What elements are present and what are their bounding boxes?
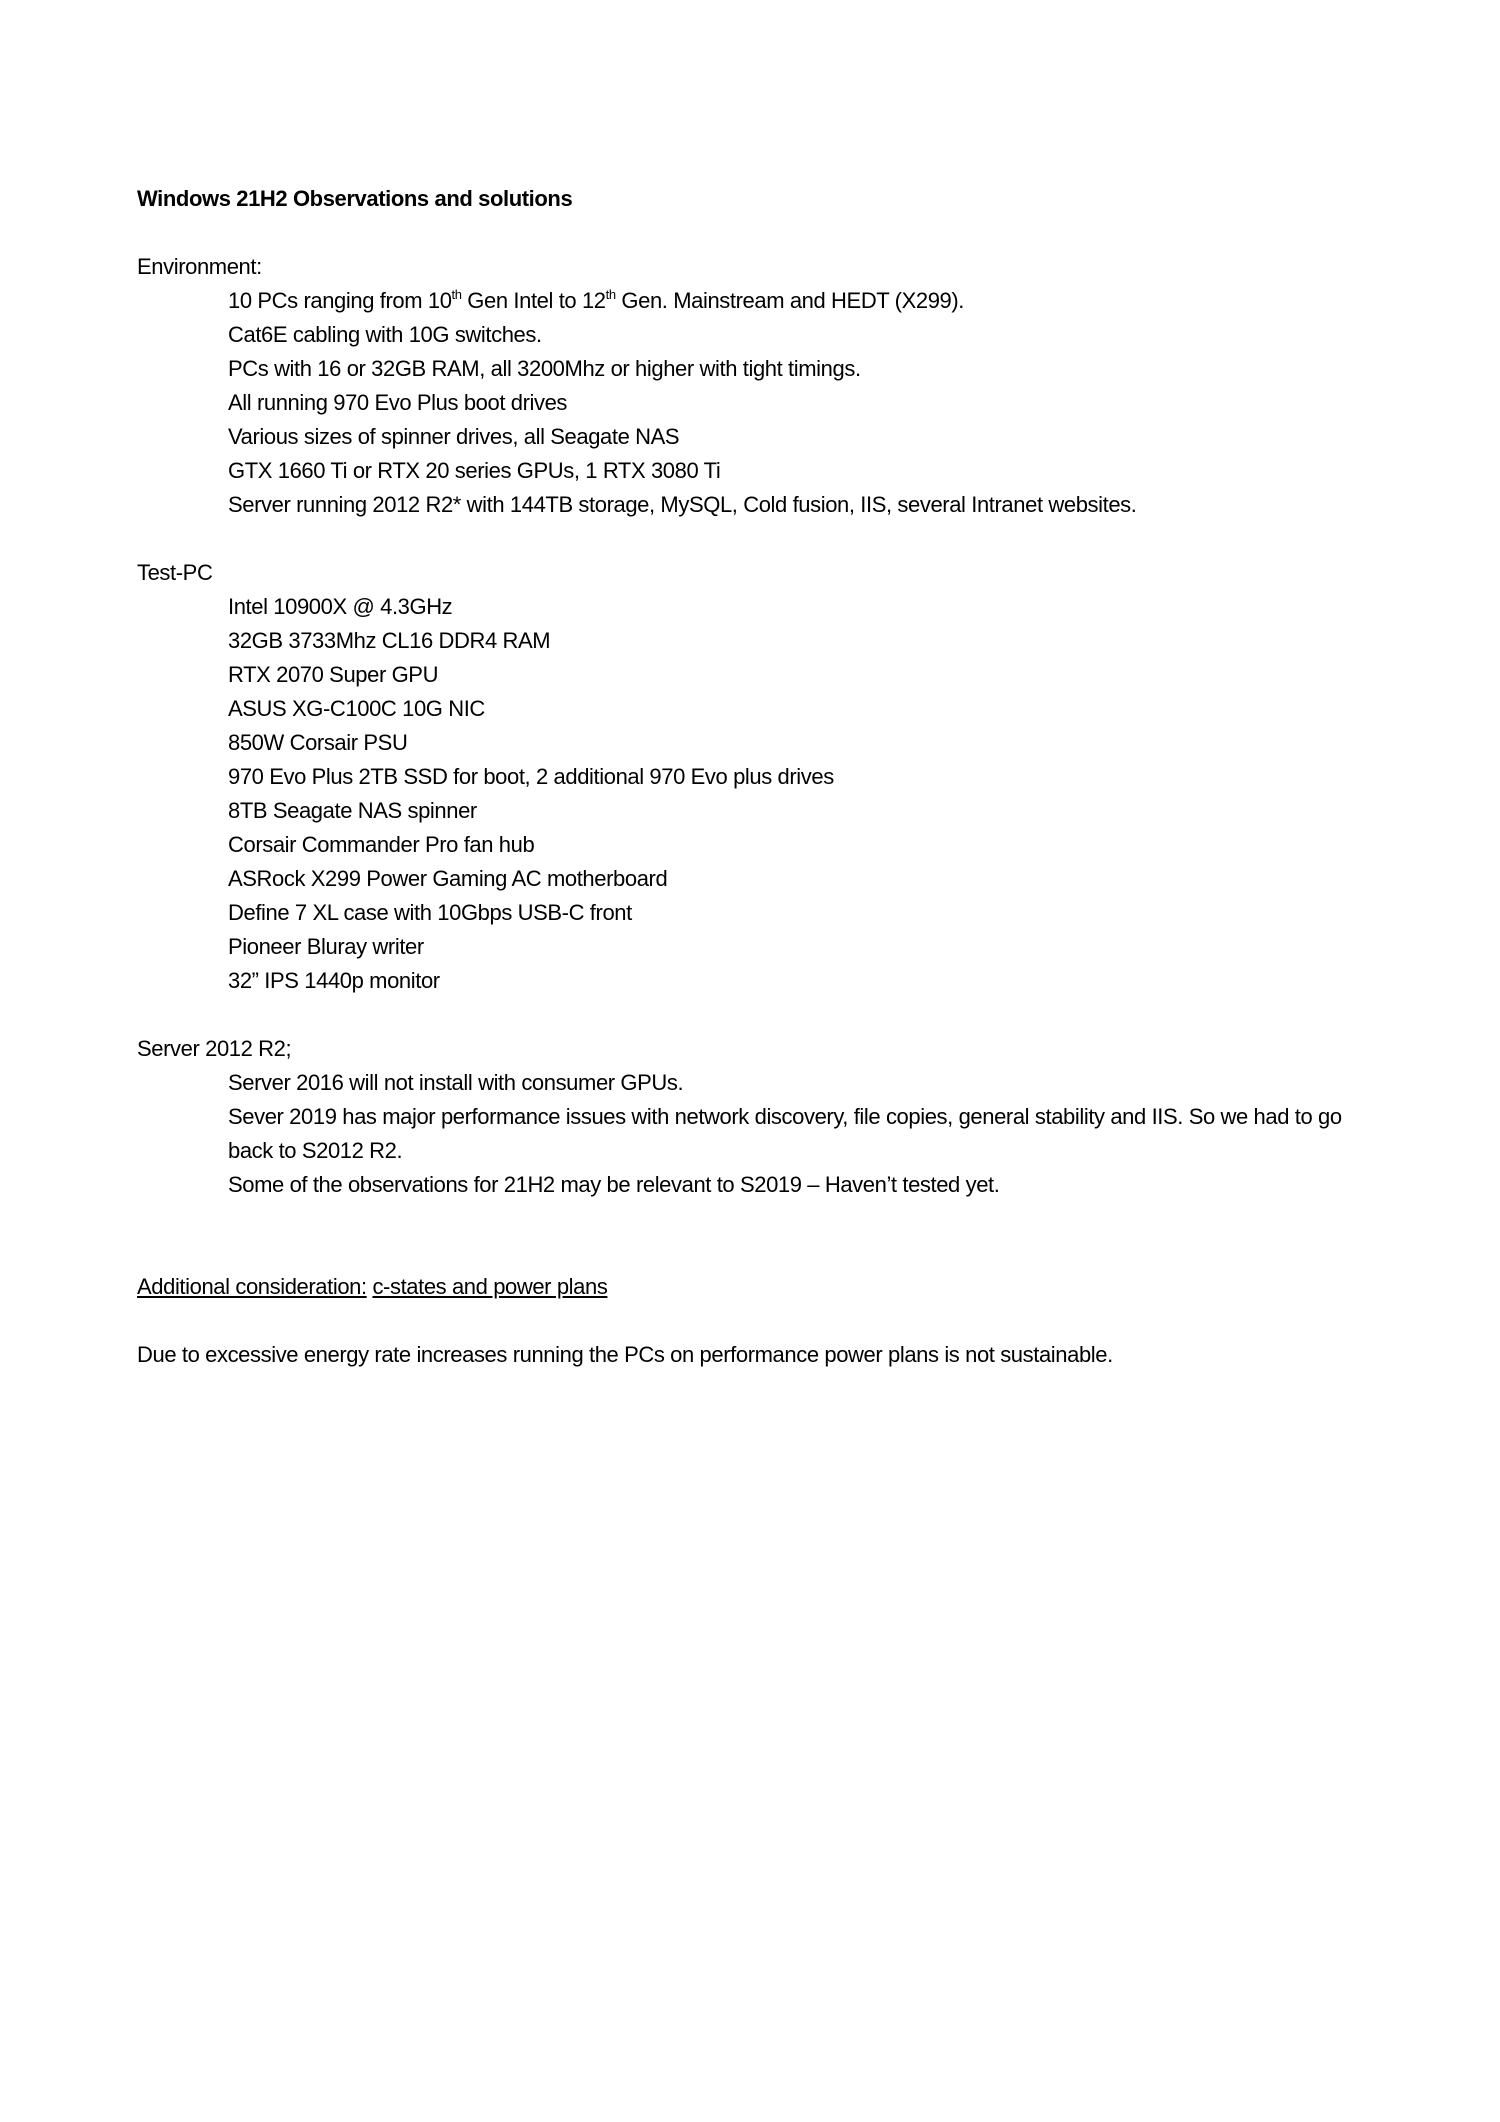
list-item (228, 284, 1358, 318)
list-item: 970 Evo Plus 2TB SSD for boot, 2 additional 970 Evo plus drives (228, 764, 834, 789)
list-item: 32” IPS 1440p monitor (228, 968, 440, 993)
list-item: GTX 1660 Ti or RTX 20 series GPUs, 1 RTX 3080 Ti (228, 458, 721, 483)
superscript: th (451, 287, 462, 302)
list-item: Cat6E cabling with 10G switches. (228, 322, 542, 347)
text: Gen Intel to 12 (461, 288, 606, 313)
list-item: Server running 2012 R2* with 144TB storage, MySQL, Cold fusion, IIS, several Intranet websites. (228, 492, 1137, 517)
list-item: Pioneer Bluray writer (228, 934, 424, 959)
environment-heading: Environment: (137, 254, 262, 279)
text: Gen. Mainstream and HEDT (X299). (615, 288, 965, 313)
text: 10 PCs ranging from 10 (228, 288, 452, 313)
list-item: Sever 2019 has major performance issues with network discovery, file copies, general stability and IIS. So we had to go back to S2012 R2. (228, 1104, 1342, 1163)
additional-topic: c-states and power plans (372, 1274, 608, 1299)
additional-label: Additional consideration: (137, 1274, 367, 1299)
list-item: Corsair Commander Pro fan hub (228, 832, 535, 857)
list-item: RTX 2070 Super GPU (228, 662, 439, 687)
test-pc-list (137, 590, 1358, 998)
document-title: Windows 21H2 Observations and solutions (137, 186, 573, 211)
list-item: 32GB 3733Mhz CL16 DDR4 RAM (228, 628, 551, 653)
additional-consideration-heading (137, 1270, 1367, 1304)
list-item: Various sizes of spinner drives, all Seagate NAS (228, 424, 680, 449)
list-item: Intel 10900X @ 4.3GHz (228, 594, 453, 619)
list-item: ASUS XG-C100C 10G NIC (228, 696, 485, 721)
list-item: Server 2016 will not install with consumer GPUs. (228, 1070, 684, 1095)
superscript: th (605, 287, 616, 302)
server-list (137, 1066, 1358, 1202)
additional-body: Due to excessive energy rate increases running the PCs on performance power plans is not sustainable. (137, 1342, 1113, 1367)
list-item: 850W Corsair PSU (228, 730, 408, 755)
list-item: Some of the observations for 21H2 may be relevant to S2019 – Haven’t tested yet. (228, 1172, 1000, 1197)
list-item: PCs with 16 or 32GB RAM, all 3200Mhz or higher with tight timings. (228, 356, 861, 381)
list-item: All running 970 Evo Plus boot drives (228, 390, 568, 415)
list-item: Define 7 XL case with 10Gbps USB-C front (228, 900, 632, 925)
document-page (137, 182, 1367, 1372)
environment-list (137, 284, 1358, 522)
server-heading: Server 2012 R2; (137, 1036, 292, 1061)
list-item: 8TB Seagate NAS spinner (228, 798, 477, 823)
test-pc-heading: Test-PC (137, 560, 213, 585)
list-item: ASRock X299 Power Gaming AC motherboard (228, 866, 668, 891)
